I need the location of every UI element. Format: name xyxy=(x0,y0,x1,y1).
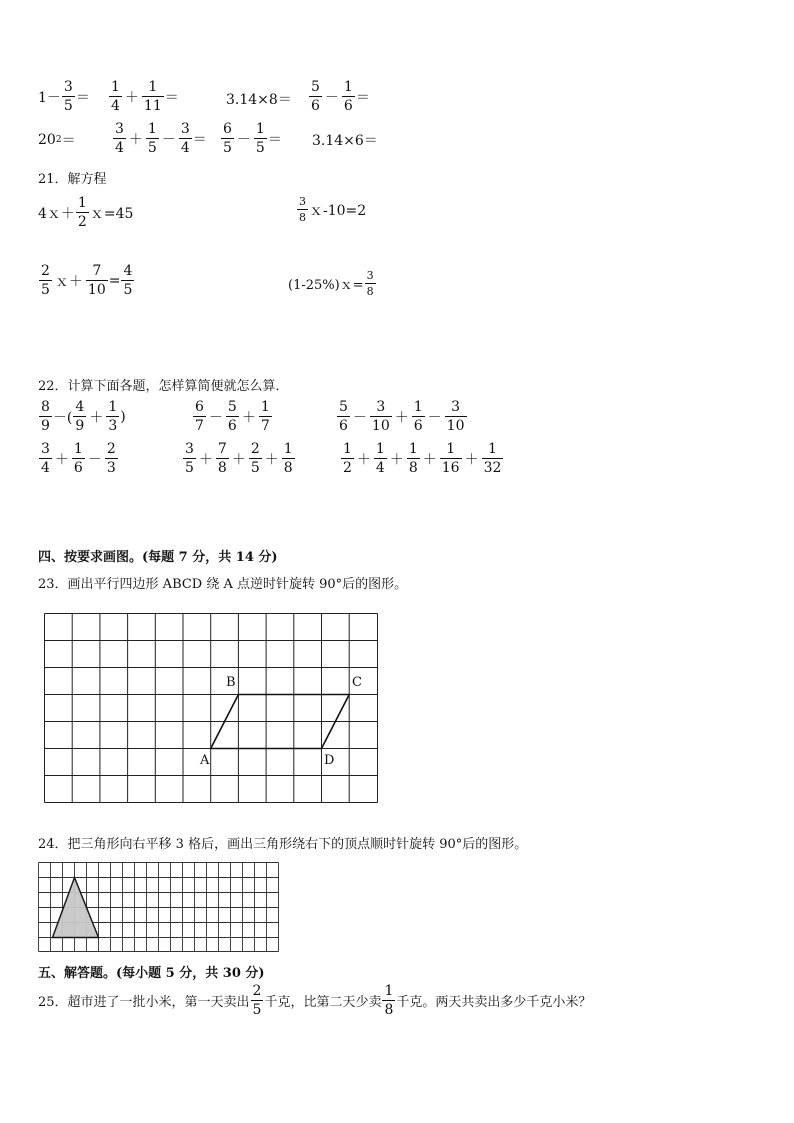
equation-4: (1-25%)ｘ= $\frac{3}{8}$ xyxy=(288,269,374,298)
calc-5: 20 2 ＝ xyxy=(38,132,76,149)
equation-1: 4ｘ＋ 1 2 ｘ=45 xyxy=(38,195,134,230)
q24-title: 24．把三角形向右平移 3 格后，画出三角形绕右下的顶点顺时针旋转 90°后的图形。 xyxy=(38,837,528,852)
q22-expr-5: 3 5 ＋ 7 8 ＋ 2 5 ＋ 1 8 xyxy=(185,441,293,476)
q25-text: 25．超市进了一批小米，第一天卖出 2 5 千克，比第二天少卖 1 8 千克。两天共卖出多少千克小米？ xyxy=(38,983,592,1018)
calc-2: 1 4 ＋ 1 11 ＝ xyxy=(111,79,179,114)
q24-grid-figure xyxy=(38,862,282,954)
q23-grid-lines xyxy=(45,614,378,803)
calc-8: 3.14×6＝ xyxy=(312,133,378,149)
equation-2: 3 8 ｘ-10=2 xyxy=(299,195,367,224)
equation-3: 2 5 ｘ＋ $\frac{7}{10}$ = $\frac{4}{5}$ xyxy=(41,263,133,298)
q22-expr-4: 3 4 ＋ 1 6 － 2 3 xyxy=(41,441,116,476)
q22-expr-3: 5 6 － 3 10 ＋ 1 6 － 3 10 xyxy=(339,399,465,434)
q23-grid-figure xyxy=(44,613,384,805)
calc-1: 1－ 3 5 ＝ xyxy=(38,79,90,114)
calc-3: 3.14×8＝ xyxy=(226,92,292,108)
vertex-label-c: C xyxy=(352,675,362,690)
q22-expr-6: 1 2 ＋ 1 4 ＋ 1 8 ＋ 1 16 ＋ 1 32 xyxy=(343,441,502,476)
vertex-label-d: D xyxy=(324,753,335,768)
q21-title: 21．解方程 xyxy=(38,172,107,187)
calc-4: 5 6 － 1 6 ＝ xyxy=(311,79,370,114)
section-4-title: 四、按要求画图。(每题 7 分，共 14 分) xyxy=(38,550,278,565)
calc-7: 6 5 － 1 5 ＝ xyxy=(223,121,282,156)
vertex-label-a: A xyxy=(200,753,210,768)
q22-expr-1: 8 9 －( 4 9 ＋ 1 3 ) xyxy=(41,399,126,434)
calc-6: 3 4 ＋ 1 5 － 3 4 ＝ xyxy=(115,121,207,156)
q23-title: 23．画出平行四边形 ABCD 绕 A 点逆时针旋转 90°后的图形。 xyxy=(38,577,408,592)
vertex-label-b: B xyxy=(226,675,236,690)
q22-title: 22．计算下面各题，怎样算简便就怎么算． xyxy=(38,379,289,394)
q22-expr-2: 6 7 － 5 6 ＋ 1 7 xyxy=(195,399,270,434)
section-5-title: 五、解答题。(每小题 5 分，共 30 分) xyxy=(38,966,265,981)
